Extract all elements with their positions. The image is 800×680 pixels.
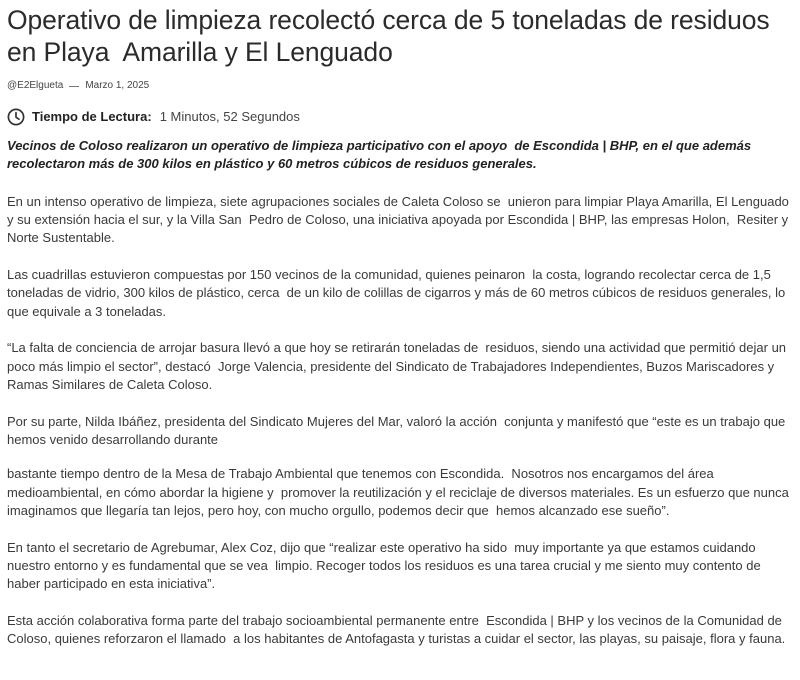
author-link[interactable]: @E2Elgueta xyxy=(7,80,64,91)
article-meta xyxy=(7,79,792,93)
clock-icon xyxy=(7,108,25,126)
reading-time-value: 1 Minutos, 52 Segundos xyxy=(159,109,300,124)
reading-time xyxy=(7,108,792,126)
article-paragraph: En un intenso operativo de limpieza, siete agrupaciones sociales de Caleta Coloso se unieron para limpiar Playa Amarilla, El Lenguado y su extensión hacia el sur, y la Villa San Pedro de Coloso, una iniciativa apoyada por Escondida | BHP, las empresas Holon, Resiter y Norte Sustentable. xyxy=(7,193,793,246)
meta-separator xyxy=(69,86,79,87)
publish-date: Marzo 1, 2025 xyxy=(85,80,150,91)
article-paragraph: Por su parte, Nilda Ibáñez, presidenta del Sindicato Mujeres del Mar, valoró la acción conjunta y manifestó que “este es un trabajo que hemos venido desarrollando durante xyxy=(7,413,789,448)
article-body xyxy=(7,137,797,649)
article-paragraph: Esta acción colaborativa forma parte del trabajo socioambiental permanente entre Escondida | BHP y los vecinos de la Comunidad de Coloso, quienes reforzaron el llamado a los habitantes de Antofagasta y turistas a cuidar el sector, las playas, su paisaje, flora y fauna. xyxy=(7,613,786,647)
article-paragraph: bastante tiempo dentro de la Mesa de Trabajo Ambiental que tenemos con Escondida. Nosotros nos encargamos del área medioambiental, en cómo abordar la higiene y promover la reutilización y el reciclaje de diversos materiales. Es un esfuerzo que nunca imaginamos que llegaría tan lejos, pero hoy, con mucho orgullo, podemos decir que hemos alcanzado ese sueño”. xyxy=(7,466,797,518)
article-paragraph: Las cuadrillas estuvieron compuestas por 150 vecinos de la comunidad, quienes peinaron la costa, logrando recolectar cerca de 1,5 toneladas de vidrio, 300 kilos de plástico, cerca de un kilo de colillas de cigarros y más de 60 metros cúbicos de residuos generales, lo que equivale a 3 toneladas. xyxy=(7,266,793,319)
article-paragraph: “La falta de conciencia de arrojar basura llevó a que hoy se retirarán toneladas de residuos, siendo una actividad que permitió dejar un poco más limpio el sector”, destacó Jorge Valencia, presidente del Sindicato de Trabajadores Independientes, Buzos Mariscadores y Ramas Similares de Caleta Coloso. xyxy=(7,340,790,392)
article-lead: Vecinos de Coloso realizaron un operativo de limpieza participativo con el apoyo de Escondida | BHP, en el que además recolectaron más de 300 kilos en plástico y 60 metros cúbicos de residuos generales. xyxy=(7,138,755,172)
article-title: Operativo de limpieza recolectó cerca de 5 toneladas de residuos en Playa Amarilla y El Lenguado xyxy=(7,5,777,67)
reading-time-label: Tiempo de Lectura: xyxy=(32,109,152,124)
article-paragraph: En tanto el secretario de Agrebumar, Alex Coz, dijo que “realizar este operativo ha sido muy importante ya que estamos cuidando nuestro entorno y es fundamental que se vea limpio. Recoger todos los residuos es una tarea crucial y me siento muy contento de haber participado en esta iniciativa”. xyxy=(7,539,765,592)
